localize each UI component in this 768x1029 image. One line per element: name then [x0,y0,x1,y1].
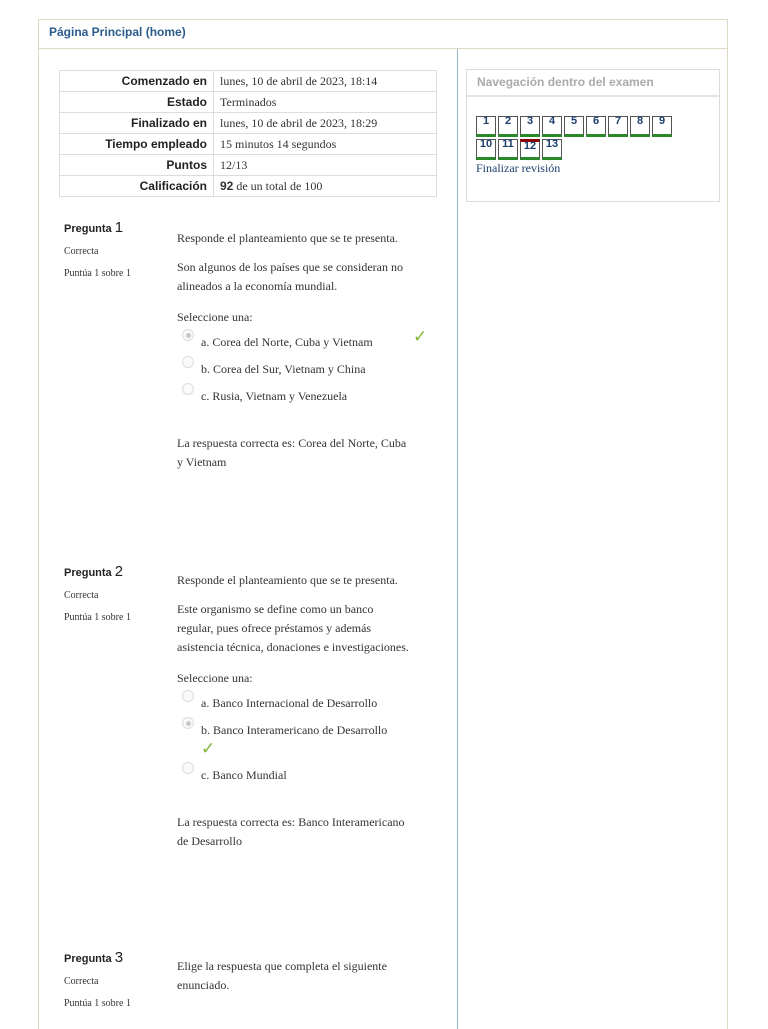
option-label: b. Banco Interamericano de Desarrollo [201,723,388,737]
nav-question-6-button[interactable]: 6 [586,116,606,137]
question-number: 1 [114,219,124,236]
summary-value: lunes, 10 de abril de 2023, 18:14 [214,71,437,92]
question-number: 2 [114,563,124,580]
question-2-content [177,571,412,851]
summary-label: Tiempo empleado [60,134,214,155]
quiz-navigation-title: Navegación dentro del examen [467,70,719,97]
summary-row-grade [60,176,437,197]
summary-row-points [60,155,437,176]
question-label: Pregunta [64,223,112,235]
breadcrumb-home-link[interactable]: Página Principal (home) [49,25,186,39]
option-c[interactable] [177,387,412,406]
summary-value: 15 minutos 14 segundos [214,134,437,155]
summary-value: lunes, 10 de abril de 2023, 18:29 [214,113,437,134]
option-label: a. Banco Internacional de Desarrollo [201,696,378,710]
question-2-info [64,563,131,629]
nav-question-7-button[interactable]: 7 [608,116,628,137]
correct-answer: La respuesta correcta es: Corea del Norte, Cuba y Vietnam [177,436,407,469]
option-c[interactable] [177,766,412,785]
summary-row-started [60,71,437,92]
select-label: Seleccione una: [177,310,253,324]
question-status: Correcta [64,590,99,601]
summary-value [214,176,437,197]
nav-question-9-button[interactable]: 9 [652,116,672,137]
question-status: Correcta [64,976,99,987]
question-label: Pregunta [64,567,112,579]
summary-label: Puntos [60,155,214,176]
question-3-info [64,949,131,1015]
option-b[interactable] [177,360,412,379]
quiz-navigation-buttons [476,116,716,176]
nav-question-11-button[interactable]: 11 [498,139,518,160]
nav-question-12-button[interactable]: 12 [520,139,540,160]
question-text: Son algunos de los países que se consideran no alineados a la economía mundial. [177,260,403,293]
nav-question-3-button[interactable]: 3 [520,116,540,137]
option-label: a. Corea del Norte, Cuba y Vietnam [201,335,373,349]
attempt-summary-table [59,70,437,197]
summary-label: Comenzado en [60,71,214,92]
question-title [64,949,131,971]
question-intro: Responde el planteamiento que se te presenta. [177,573,398,587]
radio-selected-icon[interactable] [182,717,194,729]
radio-icon[interactable] [182,690,194,702]
question-3-content [177,957,412,1005]
check-icon: ✓ [201,739,216,759]
nav-question-8-button[interactable]: 8 [630,116,650,137]
radio-selected-icon[interactable] [182,329,194,341]
radio-icon[interactable] [182,356,194,368]
question-score: Puntúa 1 sobre 1 [64,612,131,623]
summary-label: Calificación [60,176,214,197]
grade-total: de un total de 100 [236,178,323,193]
nav-question-10-button[interactable]: 10 [476,139,496,160]
option-a[interactable] [177,694,412,713]
question-score: Puntúa 1 sobre 1 [64,268,131,279]
question-1-content [177,229,428,472]
nav-question-1-button[interactable]: 1 [476,116,496,137]
question-text: Este organismo se define como un banco regular, pues ofrece préstamos y además asistencia técnica, donaciones e investigaciones. [177,602,409,654]
summary-row-state [60,92,437,113]
question-title [64,563,131,585]
question-intro: Responde el planteamiento que se te presenta. [177,231,398,245]
option-a[interactable] [177,327,428,352]
option-label: c. Rusia, Vietnam y Venezuela [201,389,348,403]
question-label: Pregunta [64,953,112,965]
finish-review-link[interactable]: Finalizar revisión [476,161,561,175]
header-divider [39,48,727,49]
nav-question-2-button[interactable]: 2 [498,116,518,137]
option-label: b. Corea del Sur, Vietnam y China [201,362,366,376]
question-score: Puntúa 1 sobre 1 [64,998,131,1009]
question-intro: Elige la respuesta que completa el siguiente enunciado. [177,959,387,992]
question-1-info [64,219,131,285]
select-label: Seleccione una: [177,671,253,685]
option-b[interactable] [177,721,412,758]
summary-value: Terminados [214,92,437,113]
question-number: 3 [114,949,124,966]
question-status: Correcta [64,246,99,257]
nav-question-4-button[interactable]: 4 [542,116,562,137]
summary-label: Estado [60,92,214,113]
summary-value: 12/13 [214,155,437,176]
nav-question-13-button[interactable]: 13 [542,139,562,160]
nav-question-5-button[interactable]: 5 [564,116,584,137]
grade-value: 92 [220,178,234,193]
summary-row-time [60,134,437,155]
radio-icon[interactable] [182,762,194,774]
column-divider [457,49,458,1029]
summary-row-finished [60,113,437,134]
page-frame [38,19,728,1029]
correct-answer: La respuesta correcta es: Banco Interamericano de Desarrollo [177,815,405,848]
radio-icon[interactable] [182,383,194,395]
check-icon: ✓ [413,327,428,347]
question-title [64,219,131,241]
option-label: c. Banco Mundial [201,768,287,782]
quiz-navigation-block [466,69,720,202]
summary-label: Finalizado en [60,113,214,134]
